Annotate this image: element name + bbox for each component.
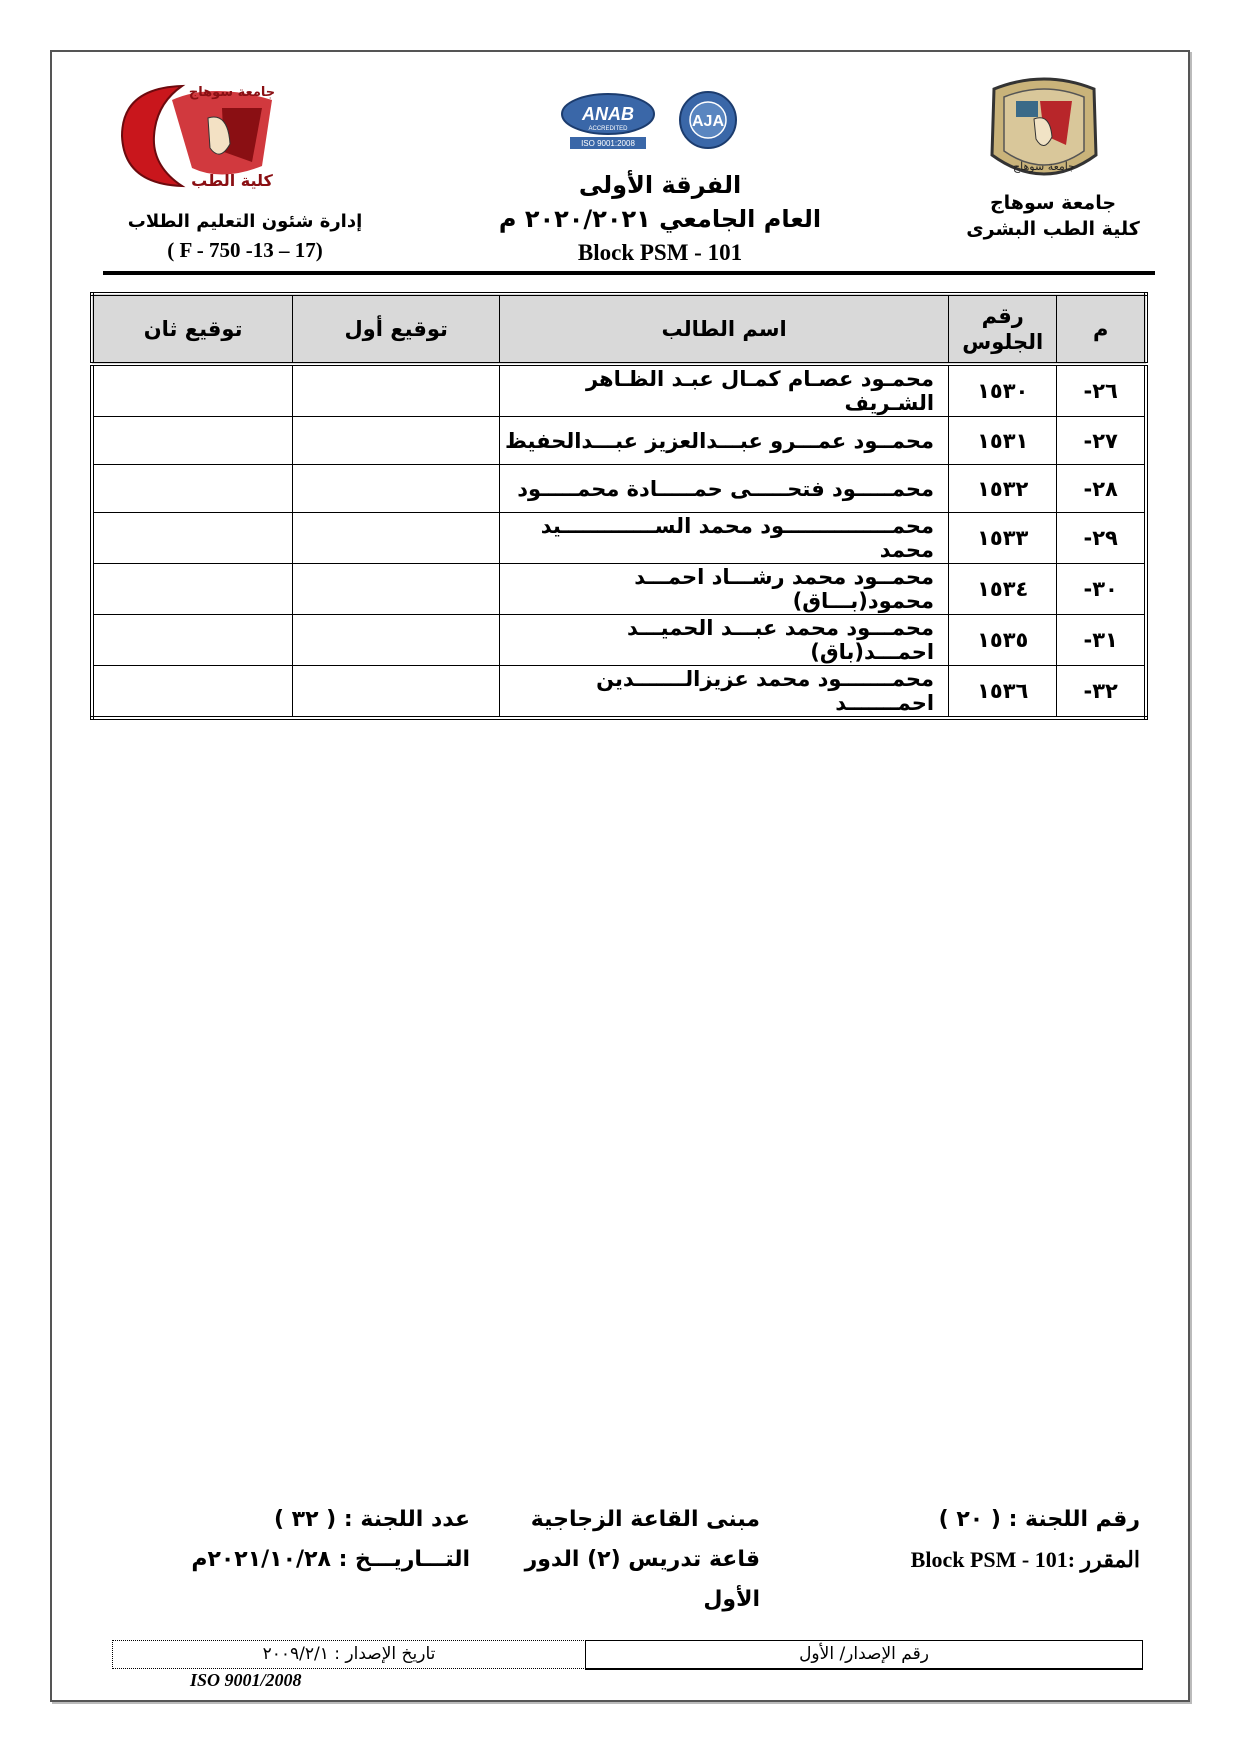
table-header-row (92, 294, 1146, 364)
row-sig2 (92, 513, 293, 564)
header-divider (103, 271, 1155, 275)
row-sig2 (92, 666, 293, 719)
row-sig1 (293, 417, 500, 465)
building-name: مبنى القاعة الزجاجية (530, 1507, 760, 1532)
row-name: محمـــــود فتحـــــى حمـــــادة محمـــــود (500, 465, 949, 513)
row-sig1 (293, 465, 500, 513)
faculty-name: كلية الطب البشرى (966, 218, 1140, 240)
row-sig2 (92, 465, 293, 513)
committee-count: عدد اللجنة : ( ٣٢ ) (273, 1507, 470, 1532)
row-index: ٢٦- (1057, 364, 1146, 417)
table-row (92, 615, 1146, 666)
issue-number-box (585, 1640, 1143, 1670)
row-sig2 (92, 364, 293, 417)
row-sig1 (293, 513, 500, 564)
issue-date: تاريخ الإصدار : ٢٠٠٩/٢/١ (262, 1644, 436, 1664)
exam-date: التـــاريـــخ : ٢٠٢١/١٠/٢٨م (191, 1547, 470, 1572)
header-index: م (1057, 294, 1146, 364)
department-name: إدارة شئون التعليم الطلاب (127, 211, 363, 232)
row-name: محمــود عمـــرو عبـــدالعزيز عبـــدالحفيظ (500, 417, 949, 465)
table-row (92, 465, 1146, 513)
row-sig2 (92, 615, 293, 666)
header-sig2: توقيع ثان (92, 294, 293, 364)
table-row (92, 564, 1146, 615)
row-index: ٣٠- (1057, 564, 1146, 615)
seal-caption: جامعة سوهاج (1013, 160, 1075, 173)
footer-count-date-block (150, 1500, 470, 1580)
university-name: جامعة سوهاج (989, 192, 1117, 214)
header-university-block (948, 190, 1158, 242)
row-seat: ١٥٣٦ (949, 666, 1057, 719)
year-level-title: الفرقة الأولى (578, 171, 742, 199)
row-seat: ١٥٣١ (949, 417, 1057, 465)
block-title: Block PSM - 101 (577, 240, 743, 265)
committee-number: رقم اللجنة : ( ٢٠ ) (938, 1507, 1140, 1532)
anab-badge-subtext: ACCREDITED (588, 126, 628, 132)
header-seat: رقم الجلوس (949, 294, 1057, 364)
iso-note: ISO 9001/2008 (190, 1670, 302, 1690)
row-sig1 (293, 364, 500, 417)
header-title-block (480, 168, 840, 270)
iso-badge-text: ISO 9001:2008 (581, 139, 635, 148)
row-seat: ١٥٣٠ (949, 364, 1057, 417)
table-row (92, 364, 1146, 417)
certification-badges (560, 90, 760, 152)
header-sig1: توقيع أول (293, 294, 500, 364)
faculty-logo (112, 78, 312, 196)
row-sig2 (92, 417, 293, 465)
row-name: محمــود محمد رشـــاد احمـــد محمود(بـــاق) (500, 564, 949, 615)
course-name: المقرر :Block PSM - 101 (910, 1547, 1140, 1572)
university-seal-logo (980, 75, 1108, 187)
row-name: محمـــــــود محمد عزيزالـــــــدين احمـــــــد (500, 666, 949, 719)
footer-location-block (470, 1500, 760, 1620)
row-name: محمـود عصـام كمـال عبـد الظـاهر الشـريف (500, 364, 949, 417)
row-index: ٢٩- (1057, 513, 1146, 564)
faculty-logo-bottom-text: كلية الطب (191, 171, 273, 190)
row-name: محمـــــــــــــــود محمد الســـــــــــــيد محمد (500, 513, 949, 564)
row-seat: ١٥٣٣ (949, 513, 1057, 564)
issue-date-box (112, 1640, 586, 1669)
table-row (92, 513, 1146, 564)
form-code: ( F - 750 -13 – 17) (167, 238, 323, 262)
row-seat: ١٥٣٤ (949, 564, 1057, 615)
footer-committee-block (840, 1500, 1140, 1580)
hall-name: قاعة تدريس (٢) الدور الأول (524, 1547, 760, 1612)
row-seat: ١٥٣٢ (949, 465, 1057, 513)
row-seat: ١٥٣٥ (949, 615, 1057, 666)
academic-year: العام الجامعي ٢٠٢٠/٢٠٢١ م (498, 205, 822, 233)
table-row (92, 417, 1146, 465)
anab-badge-text: ANAB (582, 104, 634, 124)
row-sig1 (293, 564, 500, 615)
table-row (92, 666, 1146, 719)
row-index: ٣٢- (1057, 666, 1146, 719)
header-name: اسم الطالب (500, 294, 949, 364)
row-index: ٢٧- (1057, 417, 1146, 465)
row-index: ٣١- (1057, 615, 1146, 666)
row-sig1 (293, 666, 500, 719)
aja-badge-text: AJA (691, 113, 725, 130)
row-name: محمـــود محمد عبـــد الحميـــد احمـــد(باق) (500, 615, 949, 666)
row-sig2 (92, 564, 293, 615)
row-index: ٢٨- (1057, 465, 1146, 513)
students-table (90, 292, 1148, 720)
row-sig1 (293, 615, 500, 666)
header-department-block (125, 208, 365, 264)
issue-number: رقم الإصدار/ الأول (799, 1644, 929, 1664)
faculty-logo-top-text: جامعة سوهاج (188, 85, 276, 100)
